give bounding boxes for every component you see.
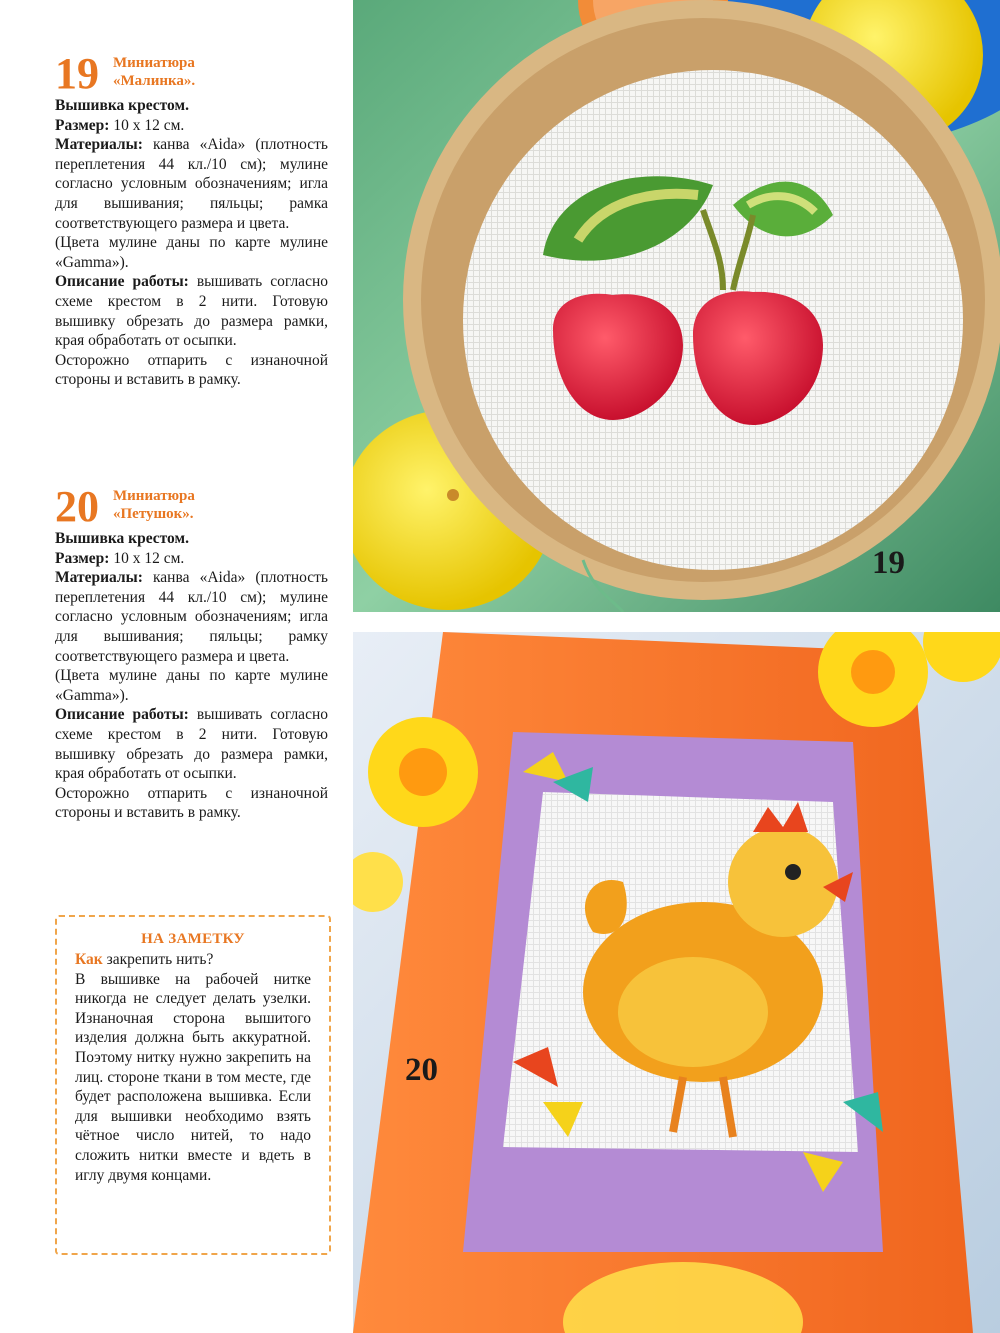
item-20-title xyxy=(113,485,195,523)
item-20-para-text: вышивать согласно схеме крестом в 2 нити. Готовую вышивку обрезать до размера рамки, края обработать от осыпки. xyxy=(55,706,328,783)
item-20-body xyxy=(55,529,328,823)
item-19-title-line2: «Малинка». xyxy=(113,73,196,89)
item-20-para xyxy=(55,549,328,569)
item-19-body xyxy=(55,96,328,390)
item-20-para xyxy=(55,705,328,783)
photo-19-label: 19 xyxy=(872,545,905,581)
item-19-para-text: (Цвета мулине даны по карте мулине «Gamma»). xyxy=(55,234,328,271)
tip-title: НА ЗАМЕТКУ xyxy=(141,931,245,947)
item-19-header xyxy=(55,49,328,98)
item-19-para xyxy=(55,116,328,136)
item-19-description xyxy=(55,49,328,390)
item-19-para-text: канва «Aida» (плотность переплетения 44 кл./10 см); мулине согласно условным обозначениям; игла для вышивания; пяльцы; рамка соответствующего размера и цвета. xyxy=(55,136,328,232)
item-20-title-line1: Миниатюра xyxy=(113,488,195,504)
item-19-para-text: Осторожно отпарить с изнаночной стороны и вставить в рамку. xyxy=(55,351,328,389)
item-19-para xyxy=(55,233,328,272)
tip-question-accent: Как xyxy=(75,951,103,968)
rooster-photo-illustration xyxy=(353,632,1000,1333)
photo-20-label: 20 xyxy=(405,1052,438,1088)
item-20-para xyxy=(55,568,328,666)
tip-box xyxy=(55,915,331,1255)
item-20-description xyxy=(55,482,328,823)
item-19-para-text: вышивать согласно схеме крестом в 2 нити. Готовую вышивку обрезать до размера рамки, края обработать от осыпки. xyxy=(55,273,328,350)
photo-rooster-embroidery xyxy=(353,632,1000,1333)
item-20-number: 20 xyxy=(55,482,99,531)
item-19-para-text: 10 х 12 см. xyxy=(113,116,185,134)
item-20-para-label: Описание работы: xyxy=(55,706,197,724)
tip-question xyxy=(75,950,311,970)
item-20-para xyxy=(55,666,328,705)
item-20-title-line2: «Петушок». xyxy=(113,506,194,522)
item-19-para xyxy=(55,96,328,116)
item-20-para-text: канва «Aida» (плотность переплетения 44 кл./10 см); мулине согласно условным обозначениям; игла для вышивания; пяльцы; рамку соответствующего размера и цвета. xyxy=(55,569,328,665)
item-19-para-label: Размер: xyxy=(55,116,114,134)
item-20-para-text: Осторожно отпарить с изнаночной стороны и вставить в рамку. xyxy=(55,784,328,822)
item-19-para xyxy=(55,272,328,350)
item-19-number: 19 xyxy=(55,49,99,98)
item-19-title xyxy=(113,52,195,90)
item-20-para-text: (Цвета мулине даны по карте мулине «Gamma»). xyxy=(55,667,328,704)
item-19-title-line1: Миниатюра xyxy=(113,55,195,71)
item-20-para xyxy=(55,784,328,823)
item-19-para-label: Вышивка крестом. xyxy=(55,97,189,114)
item-20-para xyxy=(55,529,328,549)
item-20-para-text: 10 х 12 см. xyxy=(113,549,185,567)
raspberry-photo-illustration xyxy=(353,0,1000,612)
item-20-para-label: Вышивка крестом. xyxy=(55,530,189,547)
item-19-para-label: Описание работы: xyxy=(55,273,197,291)
item-20-para-label: Материалы: xyxy=(55,569,153,587)
item-20-header xyxy=(55,482,328,531)
tip-question-rest: закрепить нить? xyxy=(102,951,214,968)
item-19-para xyxy=(55,135,328,233)
photo-raspberry-embroidery xyxy=(353,0,1000,612)
tip-body xyxy=(75,950,311,1185)
tip-text: В вышивке на рабочей нитке никогда не следует делать узелки. Изнаночная сторона вышитого изделия должна быть аккуратной. Поэтому нитку нужно закрепить на лиц. стороне ткани в том месте, где будет расположена вышивка. Если для вышивки необходимо взять чётное число нитей, то надо сложить нитки вместе и вдеть в иглу двумя концами. xyxy=(75,970,311,1184)
item-19-para-label: Материалы: xyxy=(55,136,153,154)
item-20-para-label: Размер: xyxy=(55,549,114,567)
item-19-para xyxy=(55,351,328,390)
